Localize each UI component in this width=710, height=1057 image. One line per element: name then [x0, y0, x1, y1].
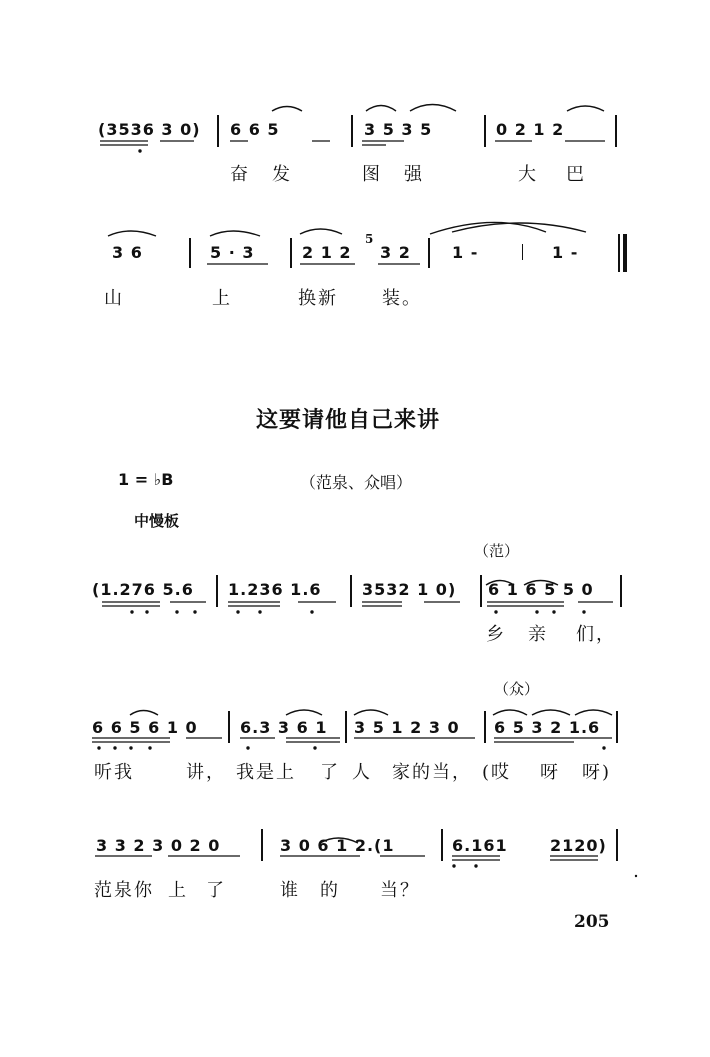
lyric: 呀) [582, 762, 612, 783]
lyric: 听我 [94, 762, 134, 783]
lyric: 亲 [528, 624, 548, 645]
notation-measure: (3536 3 0) [98, 120, 201, 139]
lyric: 上 [168, 880, 188, 901]
tempo-marking: 中慢板 [134, 512, 180, 530]
lyric: 呀 [540, 762, 560, 783]
lyric: 奋 [230, 164, 250, 185]
barline [522, 244, 523, 260]
lyric: 了 [320, 762, 340, 783]
barline [351, 115, 353, 147]
notation-measure: 1.236 1.6 [228, 580, 322, 599]
notation-measure: 3 5 1 2 3 0 [354, 718, 460, 737]
lyric: 换新 [298, 288, 338, 309]
notation-measure: 6.3 3 6 1 [240, 718, 328, 737]
lyric: 讲， [186, 762, 226, 783]
part-label: （众） [494, 680, 540, 698]
lyric: 的 [320, 880, 340, 901]
lyric: 谁 [280, 880, 300, 901]
barline [345, 711, 347, 743]
notation-measure: 3 0 6 1 2.(1 [280, 836, 395, 855]
notation-measure: 6 6 5 [230, 120, 280, 139]
notation-measure: 6.161 [452, 836, 508, 855]
barline [217, 115, 219, 147]
lyric: 了 [206, 880, 226, 901]
notation-measure: 1 - [552, 243, 579, 262]
barline [441, 829, 443, 861]
barline [428, 238, 430, 268]
barline [615, 115, 617, 147]
lyric: 大 [518, 164, 538, 185]
singers-note: （范泉、众唱） [300, 473, 413, 492]
lyric: 强 [404, 164, 424, 185]
notation-measure: 1 - [452, 243, 479, 262]
final-barline-thick [623, 234, 627, 272]
notation-measure: 6 1 6 5 5 0 [488, 580, 594, 599]
barline [189, 238, 191, 268]
barline [620, 575, 622, 607]
notation-measure: (1.276 5.6 [92, 580, 194, 599]
lyric: 山 [104, 288, 124, 309]
grace-note: 5 [365, 232, 374, 246]
barline [484, 711, 486, 743]
barline [290, 238, 292, 268]
notation-measure: 2120) [550, 836, 607, 855]
barline [484, 115, 486, 147]
barline [616, 829, 618, 861]
barline [261, 829, 263, 861]
lyric: 巴 [566, 164, 586, 185]
lyric: (哎 [482, 762, 512, 783]
notation-measure: 3532 1 0) [362, 580, 457, 599]
lyric: 家的当， [392, 762, 472, 783]
lyric: 当？ [380, 880, 420, 901]
part-label: （范） [474, 542, 520, 560]
final-barline-thin [618, 234, 620, 272]
barline [228, 711, 230, 743]
key-signature: 1 = ♭B [118, 470, 174, 489]
lyric: 装。 [382, 288, 422, 309]
lyric: 们， [576, 624, 616, 645]
lyric: 人 [352, 762, 372, 783]
barline [216, 575, 218, 607]
barline [350, 575, 352, 607]
song-title: 这要请他自己来讲 [256, 408, 441, 433]
page-number: 205 [574, 912, 610, 932]
barline [616, 711, 618, 743]
lyric: 发 [272, 164, 292, 185]
notation-measure: 3 3 2 3 0 2 0 [96, 836, 221, 855]
barline [480, 575, 482, 607]
lyric: 范泉你 [94, 880, 154, 901]
notation-measure: 5 · 3 [210, 243, 255, 262]
notation-measure: 6 6 5 6 1 0 [92, 718, 198, 737]
notation-measure: 2 1 2 [302, 243, 352, 262]
notation-measure: 0 2 1 2 [496, 120, 565, 139]
notation-measure: 3 5 3 5 [364, 120, 433, 139]
lyric: 上 [212, 288, 232, 309]
notation-measure: 3 6 [112, 243, 143, 262]
notation-measure: 3 2 [380, 243, 411, 262]
lyric: 我是上 [236, 762, 296, 783]
lyric: 图 [362, 164, 382, 185]
lyric: 乡 [486, 624, 506, 645]
notation-measure: 6 5 3 2 1.6 [494, 718, 601, 737]
